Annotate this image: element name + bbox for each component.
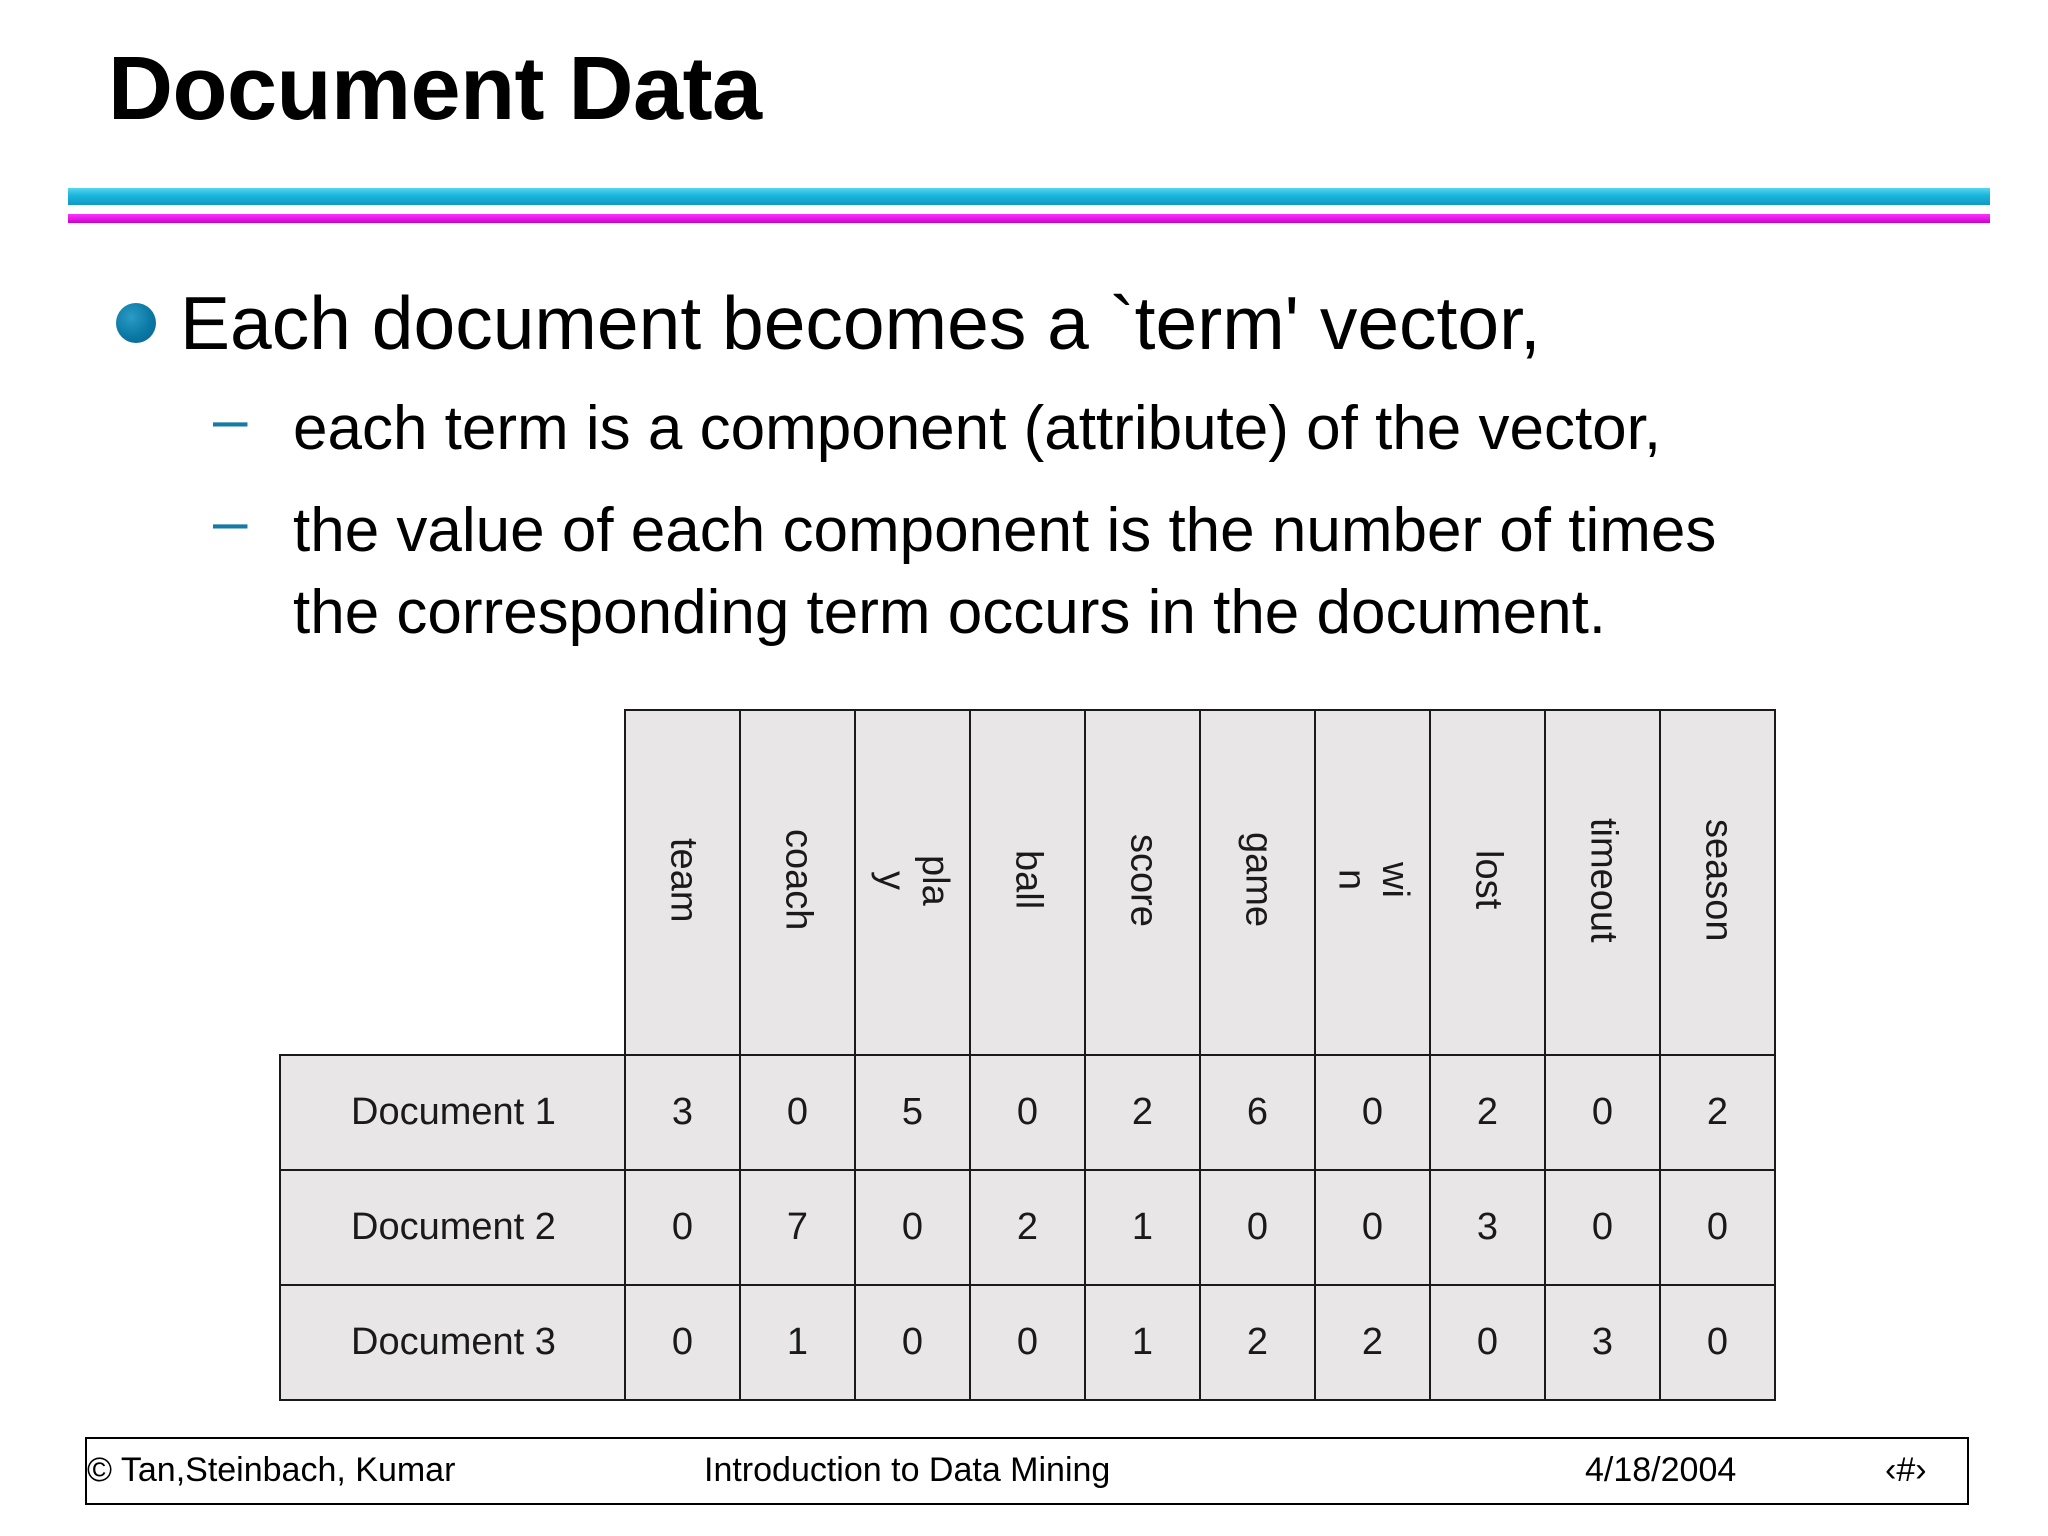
table-cell: 0 [1315, 1055, 1430, 1170]
bullet-dot-icon [116, 303, 156, 343]
table-cell: 1 [740, 1285, 855, 1400]
column-header-line: season [1697, 818, 1740, 942]
table-cell: 0 [1660, 1285, 1775, 1400]
column-header-win [1315, 710, 1430, 1055]
column-header-label [1006, 850, 1050, 909]
column-header-ball [970, 710, 1085, 1055]
column-header-play [855, 710, 970, 1055]
column-header-line: coach [777, 829, 820, 931]
column-header-line: pla [914, 854, 957, 906]
row-label: Document 1 [280, 1055, 625, 1170]
table-cell: 3 [1545, 1285, 1660, 1400]
footer [85, 1437, 1969, 1505]
sub-bullet-dash-2: – [213, 487, 248, 556]
table-cell: 0 [625, 1170, 740, 1285]
main-bullet-text: Each document becomes a `term' vector, [180, 281, 1541, 365]
column-header-line: n [1330, 869, 1373, 891]
row-label: Document 3 [280, 1285, 625, 1400]
table-cell: 2 [1315, 1285, 1430, 1400]
sub-bullet-2 [293, 490, 1716, 654]
slide-title: Document Data [108, 39, 762, 139]
table-cell: 0 [625, 1285, 740, 1400]
column-header-line: game [1237, 832, 1280, 928]
table-row [280, 1170, 1775, 1285]
column-header-line: team [662, 837, 705, 923]
table-cell: 0 [1660, 1170, 1775, 1285]
table-cell: 2 [1660, 1055, 1775, 1170]
table-cell: 2 [970, 1170, 1085, 1285]
footer-copyright: © Tan,Steinbach, Kumar [87, 1451, 456, 1489]
table-cell: 0 [740, 1055, 855, 1170]
sub-bullet-dash-1: – [213, 385, 248, 454]
column-header-line: score [1122, 833, 1165, 927]
table-cell: 3 [1430, 1170, 1545, 1285]
column-header-lost [1430, 710, 1545, 1055]
table-row [280, 1055, 1775, 1170]
footer-course: Introduction to Data Mining [704, 1451, 1111, 1489]
title-rule-magenta [68, 214, 1990, 223]
row-label: Document 2 [280, 1170, 625, 1285]
table-cell: 3 [625, 1055, 740, 1170]
sub-bullet-1-line-1: each term is a component (attribute) of the vector, [293, 394, 1662, 463]
table-cell: 0 [1430, 1285, 1545, 1400]
term-document-table [279, 709, 1776, 1401]
column-header-line: wi [1374, 862, 1417, 898]
table-cell: 2 [1430, 1055, 1545, 1170]
column-header-label [661, 838, 705, 922]
table-body [280, 1055, 1775, 1400]
title-rule-cyan [68, 188, 1990, 205]
footer-date: 4/18/2004 [1585, 1451, 1737, 1489]
footer-page-number: ‹#› [1885, 1451, 1927, 1489]
table-cell: 7 [740, 1170, 855, 1285]
column-header-line: y [870, 870, 913, 890]
column-header-line: ball [1007, 850, 1050, 910]
column-header-label [1466, 850, 1510, 909]
column-header-season [1660, 710, 1775, 1055]
column-header-label [1329, 862, 1416, 898]
column-header-label [776, 829, 820, 930]
column-header-team [625, 710, 740, 1055]
column-header-label [1696, 819, 1740, 942]
table-cell: 6 [1200, 1055, 1315, 1170]
sub-bullet-2-line-2: the corresponding term occurs in the document. [293, 578, 1607, 647]
column-header-label [1581, 818, 1625, 943]
table-cell: 5 [855, 1055, 970, 1170]
table-cell: 2 [1085, 1055, 1200, 1170]
table-cell: 0 [1545, 1170, 1660, 1285]
table-cell: 0 [855, 1170, 970, 1285]
sub-bullet-2-line-1: the value of each component is the number of times [293, 496, 1717, 565]
column-header-timeout [1545, 710, 1660, 1055]
column-header-label [1121, 834, 1165, 927]
table-row [280, 1285, 1775, 1400]
table-cell: 0 [1315, 1170, 1430, 1285]
table-header-row [280, 710, 1775, 1055]
column-header-label [1236, 832, 1280, 927]
sub-bullet-1 [293, 388, 1661, 470]
table-corner [280, 710, 625, 1055]
table-cell: 0 [970, 1285, 1085, 1400]
column-header-line: timeout [1582, 817, 1625, 943]
column-header-score [1085, 710, 1200, 1055]
column-header-coach [740, 710, 855, 1055]
table-cell: 1 [1085, 1170, 1200, 1285]
column-header-game [1200, 710, 1315, 1055]
table-cell: 1 [1085, 1285, 1200, 1400]
column-header-label [869, 855, 956, 906]
table-cell: 0 [855, 1285, 970, 1400]
table-cell: 0 [970, 1055, 1085, 1170]
column-header-line: lost [1467, 850, 1510, 910]
table-cell: 0 [1200, 1170, 1315, 1285]
table-cell: 0 [1545, 1055, 1660, 1170]
table-cell: 2 [1200, 1285, 1315, 1400]
